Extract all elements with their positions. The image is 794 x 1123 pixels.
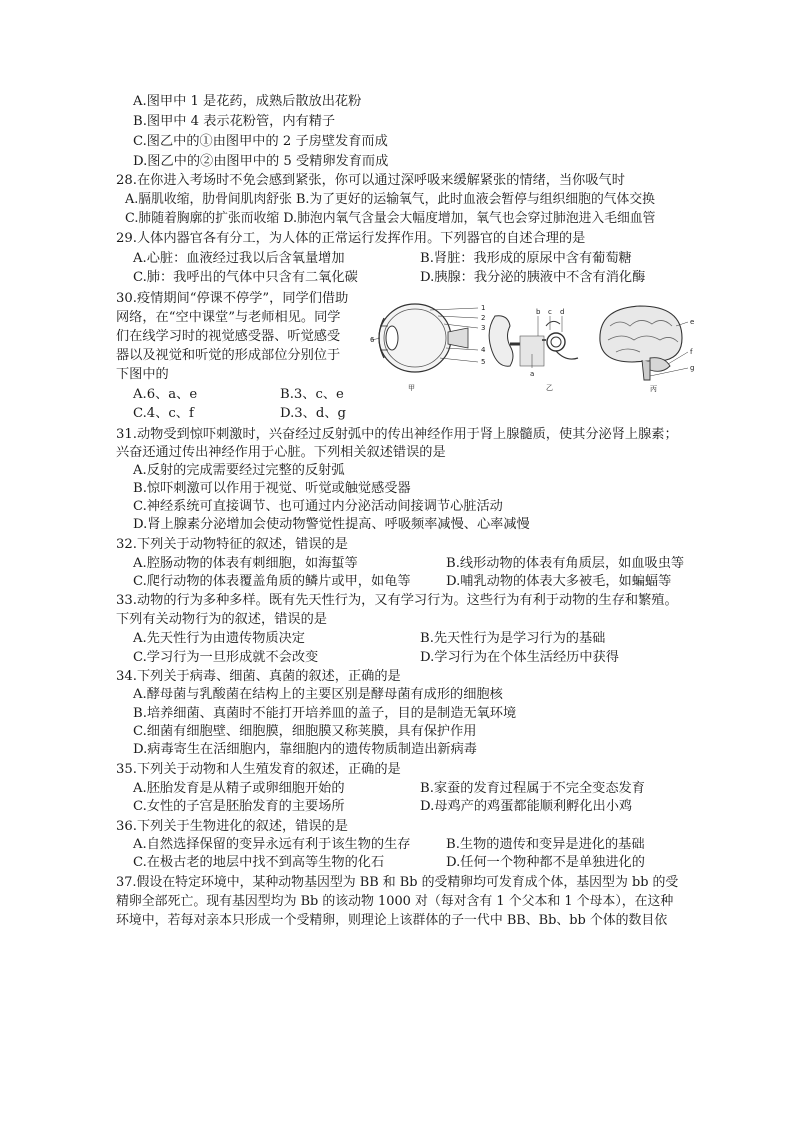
q34-option-a: A.酵母菌与乳酸菌在结构上的主要区别是酵母菌有成形的细胞核: [133, 687, 503, 702]
q36-option-d: D.任何一个物种都不是单独进化的: [446, 855, 645, 870]
svg-text:4: 4: [481, 346, 486, 354]
q36-option-c: C.在极古老的地层中找不到高等生物的化石: [133, 855, 385, 870]
q33-option-d: D.学习行为在个体生活经历中获得: [420, 650, 619, 665]
q32-option-c: C.爬行动物的体表覆盖角质的鳞片或甲，如龟等: [133, 574, 411, 589]
q29-option-a: A.心脏：血液经过我以后含氧量增加: [133, 251, 345, 266]
q31-option-c: C.神经系统可直接调节、也可通过内分泌活动间接调节心脏活动: [133, 499, 503, 514]
q32-option-a: A.腔肠动物的体表有刺细胞，如海蜇等: [133, 556, 358, 571]
q36-option-a: A.自然选择保留的变异永远有利于该生物的生存: [133, 837, 411, 852]
q30-option-c: C.4、c、f: [133, 406, 194, 421]
q31-option-a: A.反射的完成需要经过完整的反射弧: [133, 463, 345, 478]
svg-text:6: 6: [370, 336, 375, 344]
q36-stem: 36.下列关于生物进化的叙述，错误的是: [116, 819, 348, 834]
q32-option-b: B.线形动物的体表有角质层，如血吸虫等: [446, 556, 685, 571]
q33-option-a: A.先天性行为由遗传物质决定: [133, 631, 305, 646]
svg-text:丙: 丙: [650, 385, 657, 393]
svg-text:5: 5: [481, 358, 486, 366]
q31-line-2: 兴奋还通过传出神经作用于心脏。下列相关叙述错误的是: [116, 445, 446, 460]
q36-option-b: B.生物的遗传和变异是进化的基础: [446, 837, 645, 852]
q30-option-a: A.6、a、e: [133, 387, 198, 402]
q28-options-line1: A.膈肌收缩，肋骨间肌肉舒张 B.为了更好的运输氧气，此时血液会暂停与组织细胞的气体交换: [125, 192, 655, 207]
q32-stem: 32.下列关于动物特征的叙述，错误的是: [116, 537, 348, 552]
q31-line-1: 31.动物受到惊吓刺激时，兴奋经过反射弧中的传出神经作用于肾上腺髓质，使其分泌肾上腺素；: [116, 427, 678, 442]
q29-option-b: B.肾脏：我形成的原尿中含有葡萄糖: [420, 251, 632, 266]
q29-option-d: D.胰腺：我分泌的胰液中不含有消化酶: [420, 270, 646, 285]
q37-line-2: 精卵全部死亡。现有基因型均为 Bb 的该动物 1000 对（每对含有 1 个父本和 1 个母本），在这种: [116, 894, 674, 909]
q37-line-1: 37.假设在特定环境中，某种动物基因型为 BB 和 Bb 的受精卵均可发育成个体，基因型为 bb 的受: [116, 875, 679, 890]
q35-option-c: C.女性的子宫是胚胎发育的主要场所: [133, 799, 345, 814]
svg-text:f: f: [690, 348, 693, 356]
q34-stem: 34.下列关于病毒、细菌、真菌的叙述，正确的是: [116, 669, 401, 684]
q28-options-line2: C.肺随着胸廓的扩张而收缩 D.肺泡内氧气含量会大幅度增加，氧气也会穿过肺泡进入毛细血管: [125, 211, 656, 226]
q30-line-4: 器以及视觉和听觉的形成部位分别位于: [116, 348, 341, 363]
q33-option-c: C.学习行为一旦形成就不会改变: [133, 650, 319, 665]
q30-line-3: 们在线学习时的视觉感受器、听觉感受: [116, 329, 341, 344]
svg-text:d: d: [560, 308, 565, 316]
svg-text:c: c: [548, 308, 552, 316]
q35-stem: 35.下列关于动物和人生殖发育的叙述，正确的是: [116, 762, 401, 777]
q34-option-b: B.培养细菌、真菌时不能打开培养皿的盖子，目的是制造无氧环境: [133, 706, 517, 721]
q30-option-b: B.3、c、e: [280, 387, 344, 402]
svg-text:e: e: [690, 318, 695, 326]
q34-option-d: D.病毒寄生在活细胞内，靠细胞内的遗传物质制造出新病毒: [133, 742, 477, 757]
q32-option-d: D.哺乳动物的体表大多被毛，如蝙蝠等: [446, 574, 672, 589]
q30-line-1: 30.疫情期间“停课不停学”，同学们借助: [116, 291, 349, 306]
brain-diagram: [600, 306, 695, 393]
q35-option-a: A.胚胎发育是从精子或卵细胞开始的: [133, 781, 345, 796]
q31-option-b: B.惊吓刺激可以作用于视觉、听觉或触觉感受器: [133, 481, 411, 496]
svg-text:2: 2: [481, 314, 486, 322]
svg-text:g: g: [690, 364, 695, 372]
q33-line-2: 下列有关动物行为的叙述，错误的是: [116, 612, 327, 627]
q27-option-a: A.图甲中 1 是花药，成熟后散放出花粉: [133, 94, 362, 109]
q33-option-b: B.先天性行为是学习行为的基础: [420, 631, 606, 646]
q29-stem: 29.人体内器官各有分工，为人体的正常运行发挥作用。下列器官的自述合理的是: [116, 231, 586, 246]
svg-text:甲: 甲: [408, 384, 415, 392]
q28-stem: 28.在你进入考场时不免会感到紧张，你可以通过深呼吸来缓解紧张的情绪，当你吸气时: [116, 173, 625, 188]
q30-line-5: 下图中的: [116, 367, 169, 382]
eye-diagram: [370, 304, 486, 392]
svg-text:乙: 乙: [546, 384, 553, 392]
svg-text:1: 1: [481, 304, 486, 312]
q30-figure: [370, 296, 700, 396]
q34-option-c: C.细菌有细胞壁、细胞膜，细胞膜又称荚膜，具有保护作用: [133, 724, 477, 739]
q27-option-b: B.图甲中 4 表示花粉管，内有精子: [133, 114, 336, 129]
q30-option-d: D.3、d、g: [280, 406, 346, 421]
q35-option-b: B.家蚕的发育过程属于不完全变态发育: [420, 781, 645, 796]
svg-text:a: a: [530, 370, 535, 378]
q31-option-d: D.肾上腺素分泌增加会使动物警觉性提高、呼吸频率减慢、心率减慢: [133, 517, 530, 532]
svg-text:3: 3: [481, 324, 486, 332]
q27-option-c: C.图乙中的①由图甲中的 2 子房壁发育而成: [133, 134, 388, 149]
q30-line-2: 网络，在“空中课堂”与老师相见。同学: [116, 310, 341, 325]
q33-line-1: 33.动物的行为多种多样。既有先天性行为，又有学习行为。这些行为有利于动物的生存和繁殖。: [116, 593, 678, 608]
q37-line-3: 环境中，若每对亲本只形成一个受精卵，则理论上该群体的子一代中 BB、Bb、bb 个体的数目依: [116, 913, 668, 928]
q29-option-c: C.肺：我呼出的气体中只含有二氧化碳: [133, 270, 358, 285]
q35-option-d: D.母鸡产的鸡蛋都能顺利孵化出小鸡: [420, 799, 633, 814]
ear-diagram: [489, 308, 578, 392]
svg-text:b: b: [536, 308, 541, 316]
q27-option-d: D.图乙中的②由图甲中的 5 受精卵发育而成: [133, 154, 389, 169]
